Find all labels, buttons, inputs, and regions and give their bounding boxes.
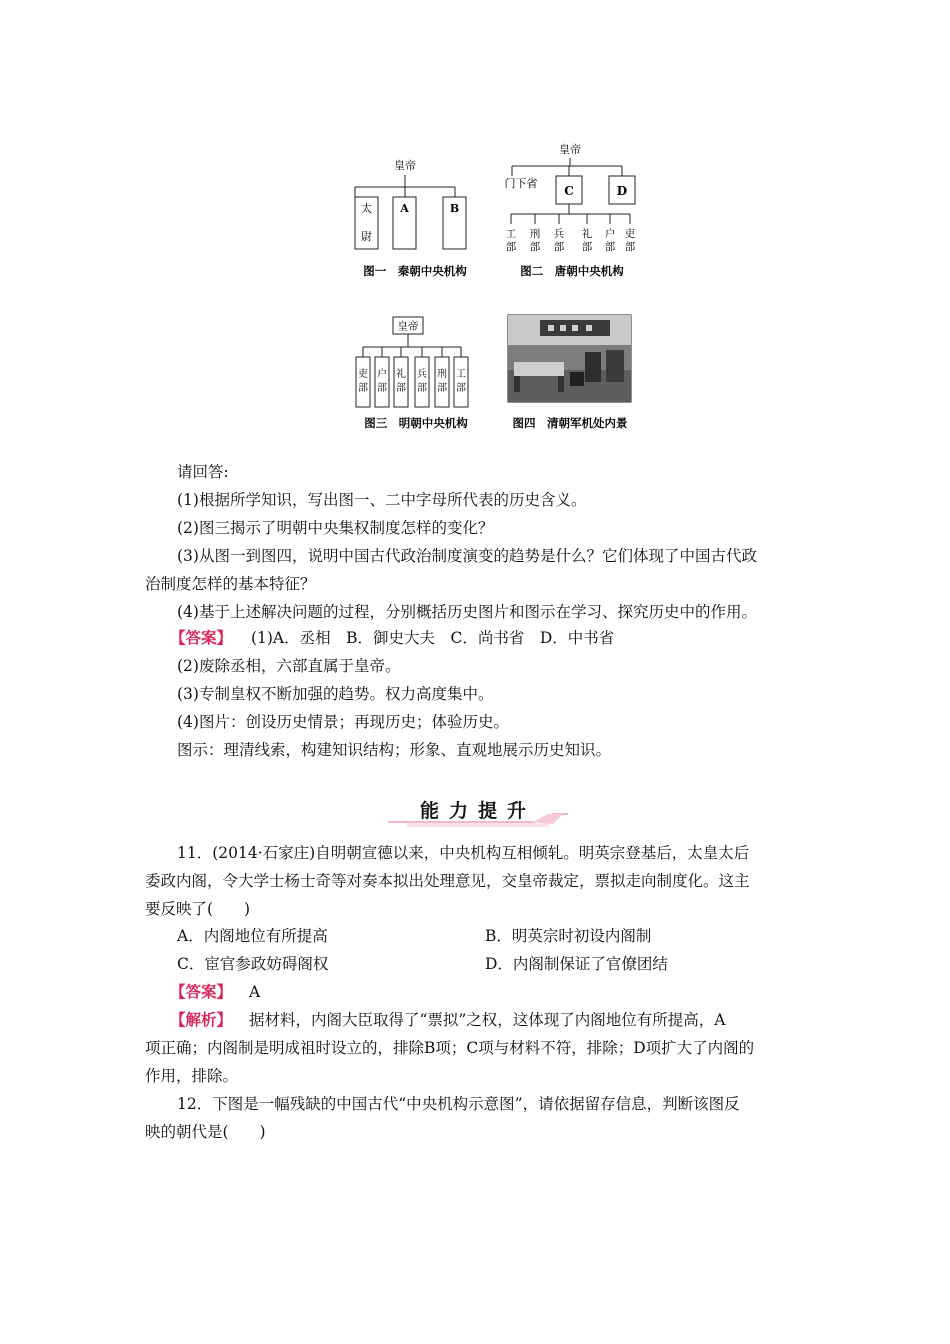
fig2-caption: 图二 唐朝中央机构	[520, 264, 624, 278]
q12-line1: 12．下图是一幅残缺的中国古代“中央机构示意图”，请依据留存信息，判断该图反	[177, 1095, 740, 1113]
q10-prompt: 请回答:	[177, 463, 229, 481]
fig3-ministry-hu-2: 部	[377, 383, 387, 394]
fig2-ministry-bing: 兵	[553, 228, 565, 240]
q11-analysis-3: 作用，排除。	[145, 1067, 239, 1085]
fig3-ministry-gong: 工	[456, 369, 466, 380]
fig2-ministry-li-official-2: 部	[624, 241, 636, 253]
q11-option-d: D．内阁制保证了官僚团结	[485, 955, 668, 973]
q11-analysis-2: 项正确；内阁制是明成祖时设立的，排除B项；C项与材料不符，排除；D项扩大了内阁的	[145, 1039, 755, 1057]
figure-ming-central-organs	[348, 315, 483, 433]
q11-line1: 11．(2014·石家庄)自明朝宣德以来，中央机构互相倾轧。明英宗登基后，太皇太后	[177, 844, 750, 862]
q11-option-c: C．宦官参政妨碍阁权	[177, 955, 329, 973]
q11-option-b: B．明英宗时初设内阁制	[485, 927, 652, 945]
fig4-caption: 图四 清朝军机处内景	[512, 416, 628, 430]
q11-analysis-tag: 【解析】	[170, 1010, 233, 1029]
q10-answer-1: (1)A．丞相 B．御史大夫 C．尚书省 D．中书省	[250, 629, 615, 647]
fig2-menxia: 门下省	[504, 177, 538, 190]
q11-line2: 委政内阁，令大学士杨士奇等对奏本拟出处理意见，交皇帝裁定，票拟走向制度化。这主	[145, 872, 750, 890]
q10-answer-2: (2)废除丞相，六部直属于皇帝。	[177, 657, 401, 675]
fig2-ministry-gong: 工	[505, 228, 517, 240]
fig3-ministry-hu: 户	[377, 369, 387, 380]
q10-answer-4: (4)图片：创设历史情景；再现历史；体验历史。	[177, 713, 509, 731]
fig3-ministry-li-official-2: 部	[358, 383, 368, 394]
q10-q2: (2)图三揭示了明朝中央集权制度怎样的变化？	[177, 519, 494, 537]
q11-line3: 要反映了( )	[145, 900, 251, 918]
fig3-ministry-xing: 刑	[437, 369, 447, 380]
section-banner	[388, 792, 568, 832]
fig2-ministry-li: 礼	[581, 228, 593, 240]
fig2-box-d: D	[616, 184, 628, 198]
q10-answer-3: (3)专制皇权不断加强的趋势。权力高度集中。	[177, 685, 494, 703]
q11-answer-line	[170, 982, 260, 1002]
fig2-emperor: 皇帝	[559, 143, 581, 156]
figure-tang-central-organs	[495, 140, 650, 285]
q11-analysis-line1	[170, 1010, 726, 1030]
fig2-ministry-hu-2: 部	[604, 241, 616, 253]
figure-qin-central-organs	[345, 150, 485, 285]
fig1-box-a: A	[400, 202, 409, 215]
fig1-box-b: B	[449, 202, 460, 215]
q12-line2: 映的朝代是( )	[145, 1123, 266, 1141]
fig1-box-taiwei-1: 太	[361, 202, 372, 215]
fig3-ministry-li: 礼	[396, 369, 406, 380]
fig2-ministry-li-2: 部	[581, 241, 593, 253]
fig1-emperor: 皇帝	[394, 159, 416, 172]
fig1-caption: 图一 秦朝中央机构	[363, 264, 467, 278]
fig2-ministry-xing-2: 部	[529, 241, 541, 253]
q11-answer: A	[248, 983, 261, 1001]
q11-analysis-1: 据材料，内阁大臣取得了“票拟”之权，这体现了内阁地位有所提高，A	[248, 1011, 726, 1029]
q10-q1: (1)根据所学知识，写出图一、二中字母所代表的历史含义。	[177, 491, 587, 509]
fig2-ministry-gong-2: 部	[505, 241, 517, 253]
fig3-ministry-bing: 兵	[417, 369, 427, 380]
section-title: 能力提升	[419, 800, 536, 822]
fig2-ministry-li-official: 吏	[624, 228, 636, 240]
fig3-ministry-li-2: 部	[396, 383, 406, 394]
fig3-emperor: 皇帝	[397, 320, 419, 333]
q10-q3-line1: (3)从图一到图四，说明中国古代政治制度演变的趋势是什么？它们体现了中国古代政	[177, 547, 757, 565]
fig1-box-taiwei-2: 尉	[361, 230, 372, 243]
fig2-ministry-bing-2: 部	[553, 241, 565, 253]
q10-q4: (4)基于上述解决问题的过程，分别概括历史图片和图示在学习、探究历史中的作用。	[177, 603, 757, 621]
fig2-ministry-xing: 刑	[529, 228, 541, 240]
fig3-ministry-xing-2: 部	[437, 383, 447, 394]
q11-option-a: A．内阁地位有所提高	[177, 927, 328, 945]
fig3-caption: 图三 明朝中央机构	[364, 416, 468, 430]
figure-qing-junjichu-photo	[500, 312, 640, 432]
fig3-ministry-gong-2: 部	[456, 383, 466, 394]
q11-answer-tag: 【答案】	[170, 982, 233, 1001]
fig2-box-c: C	[564, 184, 574, 198]
q10-q3-line2: 治制度怎样的基本特征？	[145, 575, 316, 593]
q10-answer-5: 图示：理清线索，构建知识结构；形象、直观地展示历史知识。	[177, 741, 612, 759]
fig3-ministry-bing-2: 部	[417, 383, 427, 394]
q10-answer-line	[170, 628, 614, 648]
fig3-ministry-li-official: 吏	[358, 369, 368, 380]
q10-answer-tag: 【答案】	[170, 628, 233, 647]
fig2-ministry-hu: 户	[604, 228, 616, 240]
